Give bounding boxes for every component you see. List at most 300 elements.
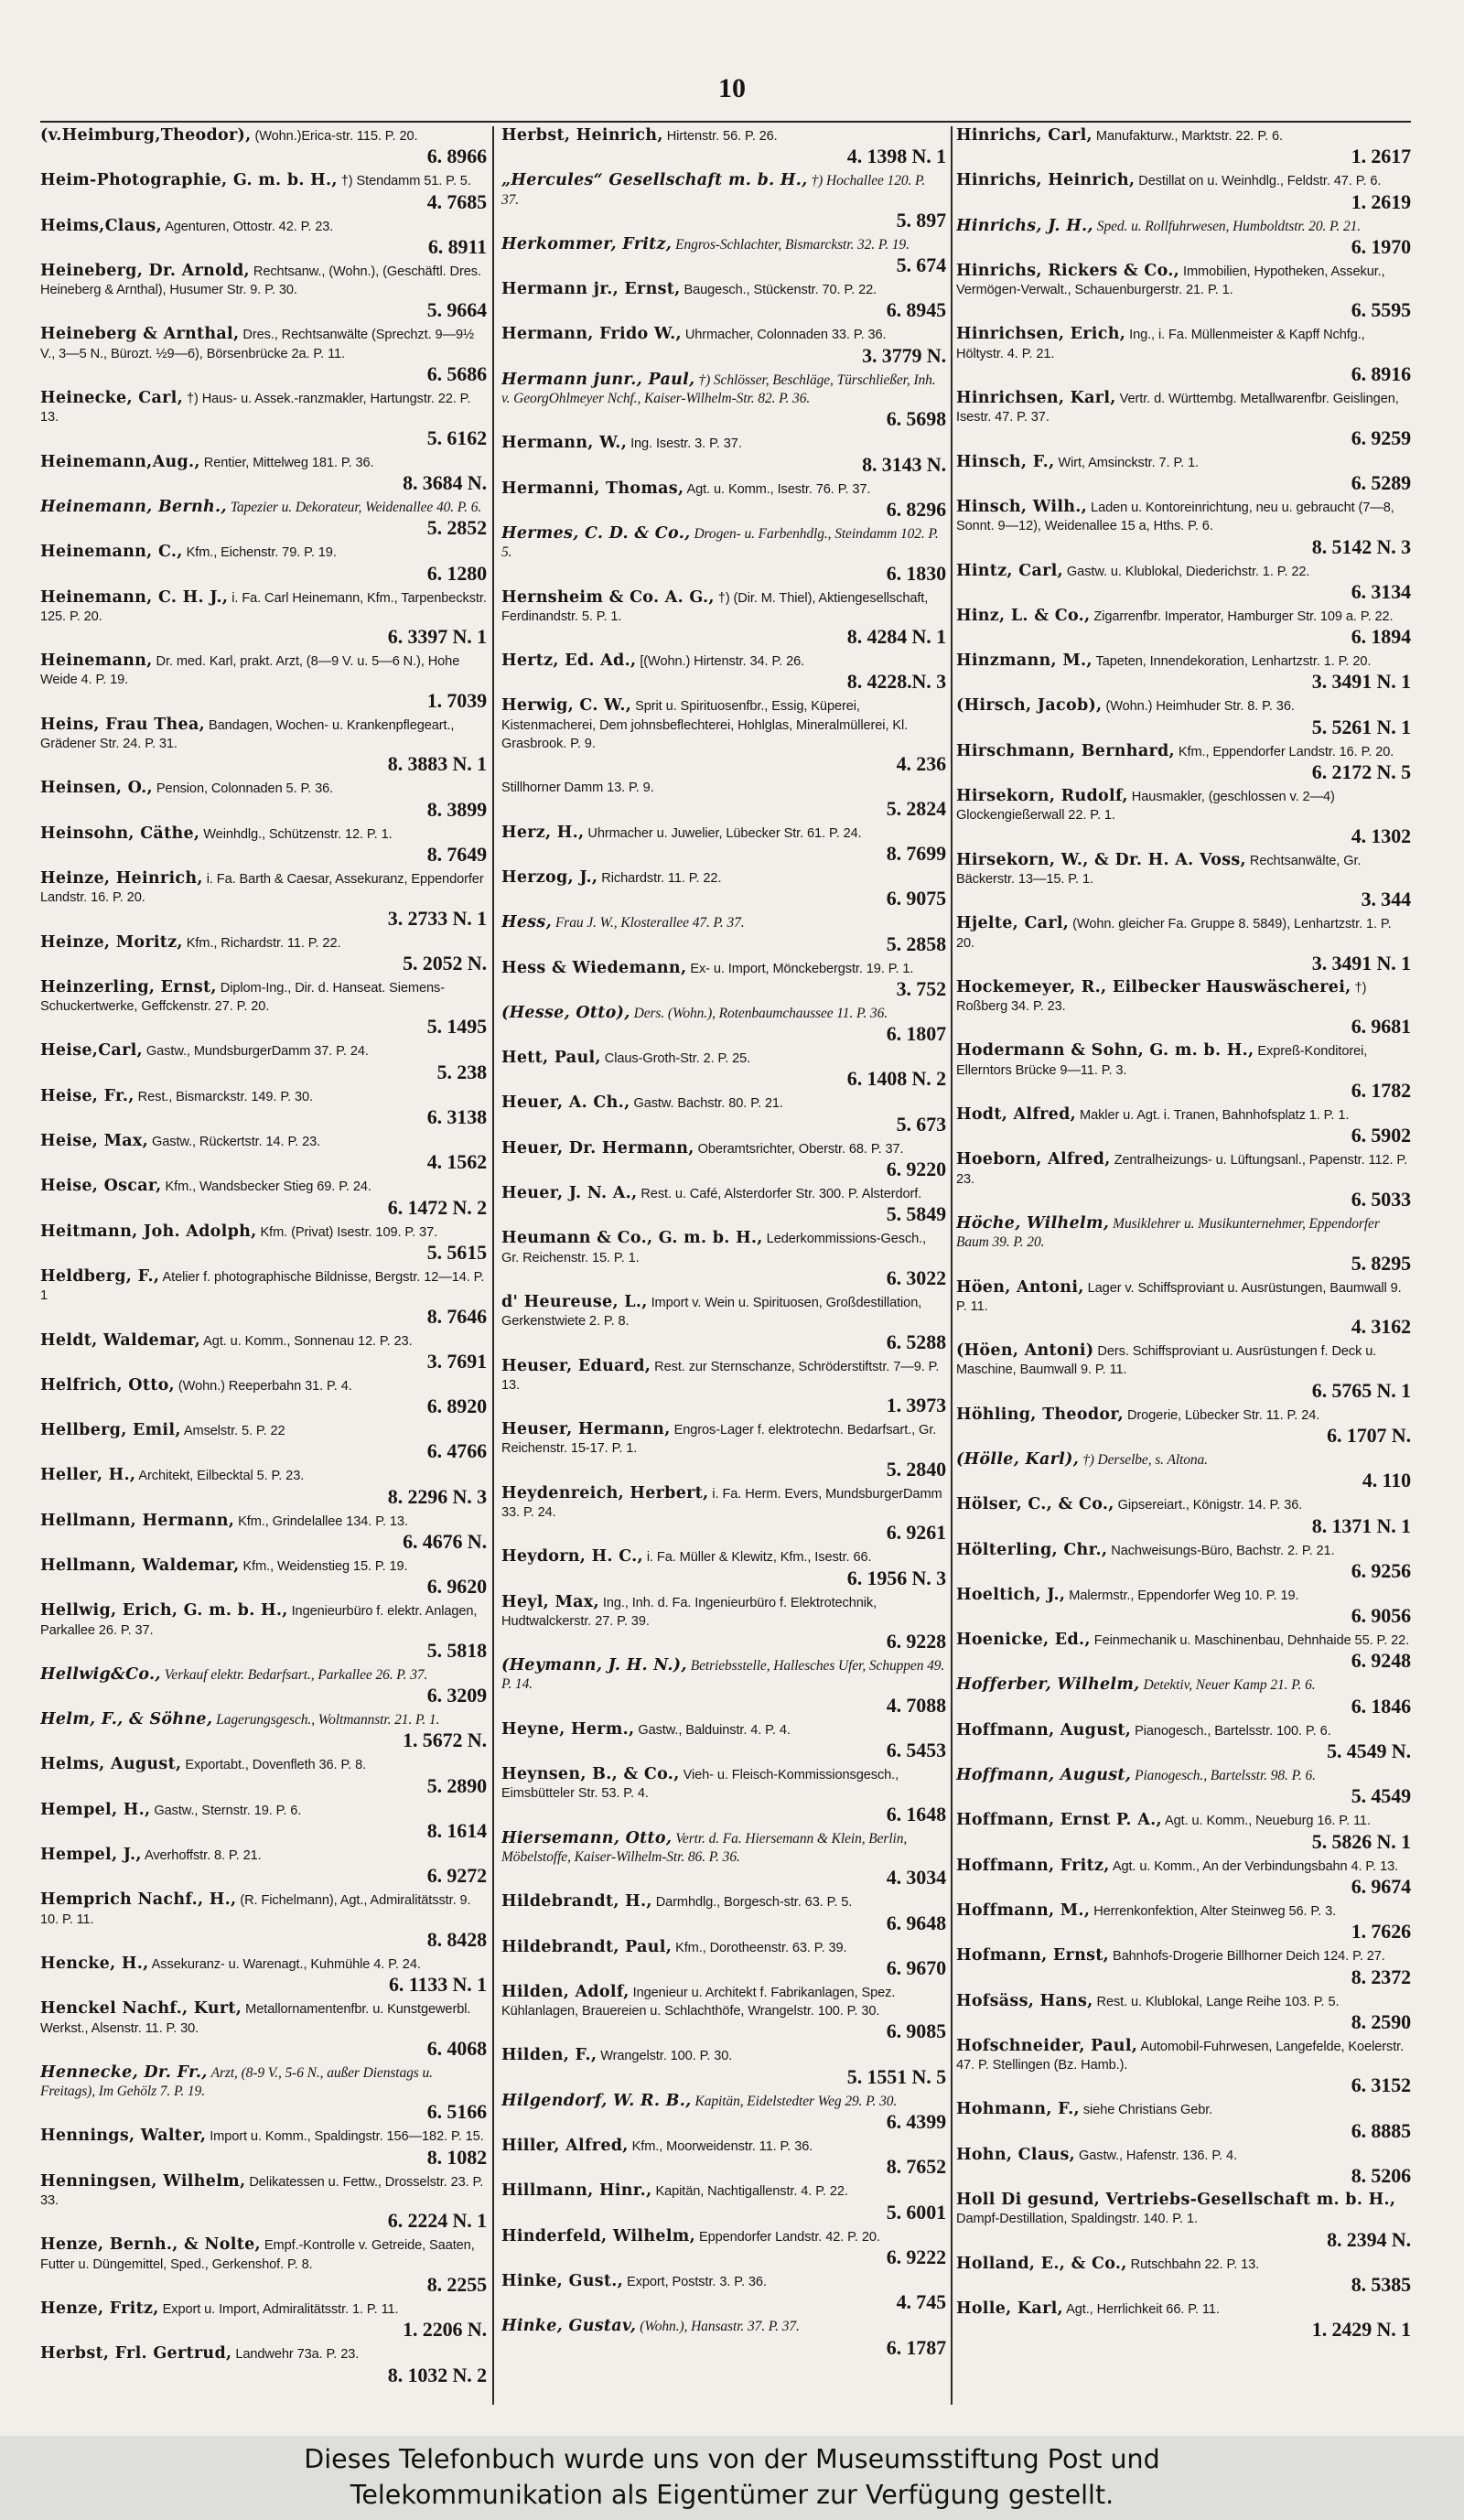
entry-name: Hinke, Gustav, <box>501 2317 637 2336</box>
phone-number: 6. 8916 <box>1351 362 1411 386</box>
entry-name: Hett, Paul, <box>501 1049 601 1068</box>
phone-number: 6. 9272 <box>426 1864 487 1888</box>
phone-number: 3. 7691 <box>426 1349 487 1373</box>
directory-entry <box>40 1222 487 1264</box>
directory-entry <box>501 1656 946 1717</box>
directory-entry <box>501 1593 946 1653</box>
entry-name: Helm, F., & Söhne, <box>40 1710 213 1729</box>
directory-entry <box>956 453 1411 494</box>
entry-name: (Höen, Antoni) <box>956 1341 1094 1361</box>
column-3 <box>956 126 1411 2414</box>
entry-name: Hoffmann, M., <box>956 1901 1091 1920</box>
entry-name: Heuer, J. N. A., <box>501 1184 638 1203</box>
entry-name: Hillmann, Hinr., <box>501 2181 652 2201</box>
phone-number: 6. 5166 <box>426 2100 487 2124</box>
directory-entry <box>501 2092 946 2133</box>
column-1 <box>40 126 487 2414</box>
phone-number: 1. 2206 N. <box>403 2318 487 2342</box>
entry-name: Hinzmann, M., <box>956 652 1093 671</box>
phone-number: 5. 9664 <box>426 298 487 322</box>
entry-detail: Assekuranz- u. Warenagt., Kuhmühle 4. P. 24. <box>151 1956 421 1972</box>
entry-name: Hinrichs, Rickers & Co., <box>956 261 1180 280</box>
phone-number: 5. 2890 <box>426 1773 487 1797</box>
entry-detail: Rechtsanwälte, Gr. Bäckerstr. 13—15. P. 1. <box>956 853 1362 887</box>
entry-detail: Lederkommissions-Gesch., Gr. Reichenstr. 15. P. 1. <box>501 1232 927 1265</box>
entry-detail: Engros-Schlachter, Bismarckstr. 32. P. 19. <box>675 236 910 253</box>
entry-name: Heyne, Herm., <box>501 1719 635 1739</box>
directory-entry <box>956 2299 1411 2341</box>
phone-number: 6. 1787 <box>886 2335 946 2359</box>
entry-name: Hennecke, Dr. Fr., <box>40 2062 208 2082</box>
entry-name: Hinsch, F., <box>956 452 1055 471</box>
directory-entry <box>501 1229 946 1289</box>
directory-entry <box>501 2046 946 2087</box>
entry-name: Hermanni, Thomas, <box>501 479 684 498</box>
phone-number: 6. 1830 <box>886 561 946 585</box>
phone-number: 6. 9256 <box>1351 1558 1411 1582</box>
entry-detail: †) Schlösser, Beschläge, Türschließer, Inh. v. GeorgOhlmeyer Nchf., Kaiser-Wilhelm-Str. 82. P. 36. <box>501 372 936 407</box>
phone-number: 6. 9261 <box>886 1521 946 1545</box>
entry-name: Hermann junr., Paul, <box>501 370 695 389</box>
entry-detail: Ingenieurbüro f. elektr. Anlagen, Parkallee 26. P. 37. <box>40 1604 478 1638</box>
directory-entry <box>956 2255 1411 2296</box>
directory-entry <box>501 1049 946 1090</box>
phone-number: 6. 5765 N. 1 <box>1311 1378 1411 1402</box>
entry-name: Hermes, C. D. & Co., <box>501 523 691 543</box>
directory-entry <box>40 1556 487 1598</box>
directory-entry <box>956 498 1411 558</box>
directory-entry <box>956 1857 1411 1898</box>
entry-detail: †) Stendamm 51. P. 5. <box>340 174 471 189</box>
directory-entry <box>956 1992 1411 2033</box>
entry-name: Hertz, Ed. Ad., <box>501 652 637 671</box>
phone-number: 5. 4549 <box>1351 1784 1411 1808</box>
entry-name: Henckel Nachf., Kurt, <box>40 1999 242 2019</box>
entry-detail: Stillhorner Damm 13. P. 9. <box>501 781 654 796</box>
phone-number: 6. 1970 <box>1351 234 1411 258</box>
phone-number: 5. 5261 N. 1 <box>1311 715 1411 738</box>
entry-detail: Verkauf elektr. Bedarfsart., Parkallee 26. P. 37. <box>164 1666 428 1683</box>
entry-name: Hofferber, Wilhelm, <box>956 1675 1140 1695</box>
entry-name: Henningsen, Wilhelm, <box>40 2171 246 2191</box>
entry-name: Herwig, C. W., <box>501 696 632 716</box>
entry-name: Hockemeyer, R., Eilbecker Hauswäscherei, <box>956 977 1351 996</box>
phone-number: 8. 2255 <box>426 2272 487 2296</box>
directory-entry <box>501 1892 946 1933</box>
phone-number: 5. 2824 <box>886 796 946 820</box>
directory-entry <box>501 868 946 910</box>
directory-entry <box>40 1466 487 1507</box>
entry-name: Holl Di gesund, Vertriebs-Gesellschaft m. b. H., <box>956 2191 1396 2210</box>
entry-name: Hess & Wiedemann, <box>501 958 687 977</box>
directory-entry <box>501 479 946 521</box>
directory-entry <box>501 1293 946 1353</box>
directory-entry <box>956 1631 1411 1672</box>
entry-detail: (Wohn.), Hansastr. 37. P. 37. <box>640 2319 800 2335</box>
entry-name: Hermann, Frido W., <box>501 325 682 344</box>
entry-detail: Drogerie, Lübecker Str. 11. P. 24. <box>1126 1407 1320 1423</box>
directory-entry <box>501 1484 946 1545</box>
entry-name: Heldt, Waldemar, <box>40 1330 201 1350</box>
entry-detail: Dres., Rechtsanwälte (Sprechzt. 9—9½ V., 3—5 N., Bürozt. ½9—6), Börsenbrücke 2a. P. 11. <box>40 328 475 361</box>
phone-number: 5. 2852 <box>426 516 487 540</box>
phone-number: 6. 1280 <box>426 561 487 585</box>
phone-number: 1. 3973 <box>886 1394 946 1417</box>
phone-number: 4. 3162 <box>1351 1315 1411 1339</box>
entry-detail: [(Wohn.) Hirtenstr. 34. P. 26. <box>640 654 805 670</box>
entry-detail: Nachweisungs-Büro, Bachstr. 2. P. 21. <box>1111 1543 1335 1558</box>
entry-detail: Darmhdlg., Borgesch-str. 63. P. 5. <box>655 1895 853 1911</box>
phone-number: 5. 6001 <box>886 2200 946 2224</box>
entry-detail: Herrenkonfektion, Alter Steinweg 56. P. 3. <box>1093 1903 1337 1919</box>
phone-number: 5. 6162 <box>426 425 487 449</box>
entry-detail: Gastw., Rückertstr. 14. P. 23. <box>152 1135 321 1150</box>
entry-name: (Hölle, Karl), <box>956 1449 1080 1469</box>
entry-detail: Gastw., MundsburgerDamm 37. P. 24. <box>145 1044 369 1060</box>
phone-number: 4. 1302 <box>1351 824 1411 847</box>
entry-detail: Delikatessen u. Fettw., Drosselstr. 23. P. 33. <box>40 2174 484 2209</box>
entry-detail: Import u. Komm., Spaldingstr. 156—182. P. 15. <box>210 2129 484 2145</box>
entry-detail: Kfm. (Privat) Isestr. 109. P. 37. <box>260 1224 438 1240</box>
entry-detail: Detektiv, Neuer Kamp 21. P. 6. <box>1143 1677 1316 1694</box>
phone-number: 6. 3209 <box>426 1684 487 1707</box>
directory-entry <box>956 1341 1411 1402</box>
directory-entry <box>956 1811 1411 1852</box>
entry-name: Hildebrandt, Paul, <box>501 1937 673 1956</box>
directory-entry <box>956 696 1411 738</box>
phone-number: 8. 1032 N. 2 <box>387 2363 487 2386</box>
entry-name: Heldberg, F., <box>40 1266 160 1286</box>
phone-number: 8. 7646 <box>426 1304 487 1328</box>
entry-name: Hinrichs, Carl, <box>956 126 1093 145</box>
entry-detail: Ingenieur u. Architekt f. Fabrikanlagen, Spez. Kühlanlagen, Brauereien u. Schlachthöfe, Wrangelstr. 100. P. 30. <box>501 1985 896 2019</box>
phone-number: 5. 2052 N. <box>403 951 487 975</box>
header-rule <box>40 121 1411 123</box>
phone-number: 8. 4228.N. 3 <box>846 670 946 694</box>
entry-detail: †) Haus- u. Assek.-ranzmakler, Hartungstr. 22. P. 13. <box>40 392 471 425</box>
directory-entry <box>40 1267 487 1328</box>
entry-detail: Uhrmacher u. Juwelier, Lübecker Str. 61. P. 24. <box>587 825 862 841</box>
phone-number: 6. 9228 <box>886 1630 946 1653</box>
directory-entry <box>501 1093 946 1135</box>
entry-detail: Rest., Bismarckstr. 149. P. 30. <box>137 1089 313 1104</box>
directory-entry <box>40 824 487 866</box>
entry-detail: Frau J. W., Klosterallee 47. P. 37. <box>554 915 745 932</box>
directory-entry <box>40 217 487 258</box>
directory-entry <box>501 171 946 232</box>
entry-name: d' Heureuse, L., <box>501 1292 648 1311</box>
entry-detail: Feinmechanik u. Maschinenbau, Dehnhaide 55. P. 22. <box>1093 1633 1410 1649</box>
phone-number: 6. 5033 <box>1351 1187 1411 1211</box>
entry-name: Heuer, Dr. Hermann, <box>501 1138 694 1158</box>
entry-detail: Vieh- u. Fleisch-Kommissionsgesch., Eimsbütteler Str. 53. P. 4. <box>501 1768 899 1802</box>
entry-name: Hennings, Walter, <box>40 2127 207 2146</box>
phone-number: 6. 8966 <box>426 145 487 168</box>
entry-name: Hinsch, Wilh., <box>956 497 1088 516</box>
entry-detail: Kfm., Grindelallee 134. P. 13. <box>238 1513 408 1529</box>
entry-detail: Agt., Herrlichkeit 66. P. 11. <box>1066 2301 1220 2317</box>
entry-name: Hemprich Nachf., H., <box>40 1890 237 1910</box>
entry-detail: †) Hochallee 120. P. 37. <box>501 173 926 208</box>
entry-name: Höche, Wilhelm, <box>956 1213 1110 1233</box>
entry-detail: Tapeten, Innendekoration, Lenhartzstr. 1. P. 20. <box>1095 654 1372 670</box>
entry-detail: Wrangelstr. 100. P. 30. <box>600 2049 733 2064</box>
directory-entry <box>501 1420 946 1481</box>
entry-name: Holle, Karl, <box>956 2299 1063 2318</box>
phone-number: 8. 5142 N. 3 <box>1311 534 1411 558</box>
phone-number: 6. 3134 <box>1351 579 1411 603</box>
phone-number: 6. 2172 N. 5 <box>1311 760 1411 784</box>
directory-entry <box>40 2172 487 2233</box>
entry-detail: Import v. Wein u. Spirituosen, Großdestillation, Gerkenstwiete 2. P. 8. <box>501 1295 922 1330</box>
phone-number: 6. 8920 <box>426 1395 487 1418</box>
phone-number: 6. 5289 <box>1351 470 1411 494</box>
directory-entry <box>40 1890 487 1951</box>
phone-number: 4. 745 <box>896 2290 946 2314</box>
phone-number: 6. 1782 <box>1351 1079 1411 1103</box>
entry-name: Heise, Fr., <box>40 1086 135 1105</box>
entry-detail: Rechtsanw., (Wohn.), (Geschäftl. Dres. Heineberg & Arnthal), Husumer Str. 9. P. 30. <box>40 264 481 298</box>
directory-entry <box>40 1087 487 1128</box>
entry-detail: Kfm., Wandsbecker Stieg 69. P. 24. <box>165 1179 371 1195</box>
directory-entry <box>40 1512 487 1553</box>
entry-name: Hjelte, Carl, <box>956 914 1070 933</box>
phone-number: 4. 7685 <box>426 189 487 213</box>
entry-detail: Kfm., Eppendorfer Landstr. 16. P. 20. <box>1178 744 1394 759</box>
directory-entry <box>40 1755 487 1796</box>
entry-name: Heinemann, C. H. J., <box>40 587 229 607</box>
entry-detail: Agt. u. Komm., Isestr. 76. P. 37. <box>686 481 871 497</box>
directory-entry <box>501 1547 946 1588</box>
directory-entry <box>956 914 1411 975</box>
entry-detail: Kapitän, Nachtigallenstr. 4. P. 22. <box>655 2184 848 2200</box>
entry-detail: Lagerungsgesch., Woltmannstr. 21. P. 1. <box>216 1712 440 1728</box>
entry-detail: (Wohn.) Reeperbahn 31. P. 4. <box>178 1378 352 1394</box>
entry-detail: Rest. u. Café, Alsterdorfer Str. 300. P. Alsterdorf. <box>640 1187 922 1202</box>
entry-detail: Zentralheizungs- u. Lüftungsanl., Papenstr. 112. P. 23. <box>956 1153 1408 1187</box>
entry-detail: Engros-Lager f. elektrotechn. Bedarfsart., Gr. Reichenstr. 15-17. P. 1. <box>501 1423 937 1457</box>
phone-number: 6. 1133 N. 1 <box>389 1973 487 1997</box>
entry-detail: †) (Dir. M. Thiel), Aktiengesellschaft, Ferdinandstr. 5. P. 1. <box>501 590 929 624</box>
entry-name: Heuser, Eduard, <box>501 1356 651 1375</box>
entry-detail: Kfm., Richardstr. 11. P. 22. <box>186 935 341 951</box>
entry-name: Heuser, Hermann, <box>501 1420 671 1439</box>
directory-entry <box>40 1710 487 1751</box>
entry-detail: Arzt, (8-9 V., 5-6 N., außer Dienstags u. Freitags), Im Gehölz 7. P. 19. <box>40 2064 433 2100</box>
entry-detail: Vertr. d. Fa. Hiersemann & Klein, Berlin, Möbelstoffe, Kaiser-Wilhelm-Str. 86. P. 36. <box>501 1830 908 1865</box>
phone-number: 8. 7652 <box>886 2155 946 2179</box>
directory-entry <box>956 217 1411 258</box>
entry-detail: Malermstr., Eppendorfer Weg 10. P. 19. <box>1069 1588 1299 1603</box>
phone-number: 4. 236 <box>896 752 946 776</box>
directory-entry <box>40 2299 487 2341</box>
directory-entry <box>501 1765 946 1825</box>
phone-number: 6. 9248 <box>1351 1649 1411 1673</box>
phone-number: 8. 1082 <box>426 2145 487 2169</box>
entry-detail: Kapitän, Eidelstedter Weg 29. P. 30. <box>694 2093 898 2109</box>
entry-name: Hempel, J., <box>40 1846 142 1865</box>
entry-detail: †) Roßberg 34. P. 23. <box>956 980 1367 1015</box>
directory-entry <box>40 652 487 712</box>
directory-entry <box>40 1999 487 2060</box>
directory-entry <box>40 171 487 212</box>
directory-entry <box>956 1278 1411 1339</box>
entry-name: Heydorn, H. C., <box>501 1547 643 1567</box>
phone-number: 8. 1371 N. 1 <box>1311 1513 1411 1537</box>
directory-entry <box>956 742 1411 783</box>
directory-entry <box>956 2100 1411 2141</box>
entry-detail: Baugesch., Stückenstr. 70. P. 22. <box>684 283 877 298</box>
directory-entry <box>956 262 1411 322</box>
entry-name: Hellwig, Erich, G. m. b. H., <box>40 1601 288 1621</box>
entry-detail: Laden u. Kontoreinrichtung, neu u. gebraucht (7—8, Sonnt. 9—12), Weidenallee 15 a, Hths. P. 6. <box>956 500 1394 534</box>
phone-number: 8. 2394 N. <box>1327 2227 1411 2251</box>
directory-entry <box>956 1450 1411 1492</box>
entry-name: Hohmann, F., <box>956 2100 1080 2119</box>
phone-number: 8. 3684 N. <box>403 470 487 494</box>
directory-entry <box>40 978 487 1039</box>
directory-entry <box>40 1376 487 1417</box>
entry-detail: Hausmakler, (geschlossen v. 2—4) Glockengießerwall 22. P. 1. <box>956 790 1335 824</box>
entry-detail: i. Fa. Barth & Caesar, Assekuranz, Eppendorfer Landstr. 16. P. 20. <box>40 871 484 906</box>
phone-number: 6. 9085 <box>886 2019 946 2043</box>
entry-name: Hellmann, Waldemar, <box>40 1556 240 1575</box>
entry-detail: Gastw., Balduinstr. 4. P. 4. <box>638 1722 791 1738</box>
directory-entry <box>956 1946 1411 1987</box>
entry-detail: Eppendorfer Landstr. 42. P. 20. <box>698 2229 880 2245</box>
directory-entry <box>956 978 1411 1039</box>
directory-entry <box>501 2181 946 2223</box>
directory-entry <box>956 2191 1411 2251</box>
entry-name: Hernsheim & Co. A. G., <box>501 587 715 607</box>
directory-entry <box>956 787 1411 847</box>
entry-name: Hodt, Alfred, <box>956 1105 1077 1125</box>
entry-detail: Atelier f. photographische Bildnisse, Bergstr. 12—14. P. 1 <box>40 1269 485 1304</box>
entry-name: Heynsen, B., & Co., <box>501 1765 680 1784</box>
directory-entry <box>40 453 487 494</box>
phone-number: 6. 1707 N. <box>1327 1423 1411 1447</box>
entry-detail: Architekt, Eilbecktal 5. P. 23. <box>138 1469 305 1484</box>
entry-name: Heinsohn, Cäthe, <box>40 824 200 843</box>
directory-entry <box>501 2317 946 2358</box>
entry-detail: Dr. med. Karl, prakt. Arzt, (8—9 V. u. 5—6 N.), Hohe Weide 4. P. 19. <box>40 654 460 688</box>
phone-number: 6. 3022 <box>886 1265 946 1289</box>
entry-name: Heinzerling, Ernst, <box>40 977 217 996</box>
phone-number: 6. 8885 <box>1351 2118 1411 2142</box>
entry-detail: Empf.-Kontrolle v. Getreide, Saaten, Futter u. Düngemittel, Sped., Gerkenshof. P. 8. <box>40 2238 475 2272</box>
entry-name: (Hesse, Otto), <box>501 1003 630 1022</box>
phone-number: 5. 1495 <box>426 1015 487 1039</box>
phone-number: 8. 7649 <box>426 842 487 866</box>
entry-name: Heinemann, C., <box>40 543 183 562</box>
entry-name: Hofschneider, Paul, <box>956 2036 1138 2055</box>
phone-number: 8. 3883 N. 1 <box>387 752 487 776</box>
entry-name: Heinemann, Bernh., <box>40 497 227 516</box>
entry-name: (Hirsch, Jacob), <box>956 696 1103 716</box>
directory-entry <box>956 1901 1411 1943</box>
directory-entry <box>956 1586 1411 1627</box>
entry-detail: Rutschbahn 22. P. 13. <box>1130 2256 1260 2272</box>
entry-detail: siehe Christians Gebr. <box>1082 2103 1213 2118</box>
entry-name: Hofmann, Ernst, <box>956 1946 1110 1965</box>
phone-number: 6. 5288 <box>886 1330 946 1353</box>
phone-number: 4. 1562 <box>426 1150 487 1174</box>
directory-entry <box>40 2127 487 2168</box>
entry-detail: i. Fa. Müller & Klewitz, Kfm., Isestr. 66. <box>646 1550 872 1566</box>
entry-detail: Claus-Groth-Str. 2. P. 25. <box>604 1051 751 1067</box>
directory-entry <box>40 1421 487 1462</box>
entry-detail: Amselstr. 5. P. 22 <box>183 1424 285 1439</box>
entry-detail: Pianogesch., Bartelsstr. 100. P. 6. <box>1135 1723 1331 1739</box>
footer-line-1: Dieses Telefonbuch wurde uns von der Museumsstiftung Post und <box>304 2444 1160 2474</box>
phone-number: 5. 673 <box>896 1112 946 1136</box>
entry-name: Hiller, Alfred, <box>501 2137 629 2156</box>
phone-number: 3. 3491 N. 1 <box>1311 951 1411 975</box>
phone-number: 3. 3491 N. 1 <box>1311 670 1411 694</box>
phone-number: 1. 7039 <box>426 688 487 712</box>
entry-name: Hinrichs, Heinrich, <box>956 171 1136 190</box>
entry-name: Hinke, Gust., <box>501 2271 624 2290</box>
directory-entry <box>40 716 487 776</box>
entry-detail: Ing., i. Fa. Müllenmeister & Kapff Nchfg., Höltystr. 4. P. 21. <box>956 328 1365 361</box>
directory-entry <box>956 1150 1411 1211</box>
phone-number: 8. 2590 <box>1351 2009 1411 2033</box>
directory-entry <box>501 280 946 321</box>
directory-entry <box>501 652 946 693</box>
entry-name: Heise, Oscar, <box>40 1177 162 1196</box>
directory-entry <box>40 262 487 322</box>
entry-detail: Gastw. Bachstr. 80. P. 21. <box>633 1096 783 1112</box>
entry-name: Heumann & Co., G. m. b. H., <box>501 1229 763 1248</box>
entry-detail: Bahnhofs-Drogerie Billhorner Deich 124. P. 27. <box>1113 1949 1385 1965</box>
phone-number: 8. 5385 <box>1351 2272 1411 2296</box>
phone-number: 6. 8945 <box>886 298 946 322</box>
entry-name: Heller, H., <box>40 1466 136 1485</box>
entry-name: Hilden, F., <box>501 2046 597 2065</box>
directory-entry <box>501 779 946 819</box>
entry-name: Höhling, Theodor, <box>956 1405 1124 1424</box>
entry-name: Hinz, L. & Co., <box>956 606 1091 625</box>
entry-detail: Landwehr 73a. P. 23. <box>235 2347 360 2363</box>
entry-detail: Sped. u. Rollfuhrwesen, Humboldtstr. 20. P. 21. <box>1096 218 1362 234</box>
entry-name: Herzog, J., <box>501 867 598 887</box>
entry-name: (Heymann, J. H. N.), <box>501 1656 687 1675</box>
entry-detail: Dampf-Destillation, Spaldingstr. 140. P. 1. <box>956 2212 1198 2227</box>
phone-number: 6. 9648 <box>886 1911 946 1934</box>
phone-number: 4. 7088 <box>886 1693 946 1717</box>
phone-number: 6. 1648 <box>886 1802 946 1825</box>
directory-entry <box>40 543 487 584</box>
entry-detail: Gastw. u. Klublokal, Diederichstr. 1. P. 22. <box>1066 564 1310 579</box>
entry-name: Hoffmann, August, <box>956 1766 1132 1785</box>
entry-name: Heinze, Heinrich, <box>40 868 203 888</box>
entry-detail: Immobilien, Hypotheken, Assekur., Vermögen-Verwalt., Schauenburgerstr. 21. P. 1. <box>956 264 1385 298</box>
entry-name: Hoffmann, Fritz, <box>956 1856 1110 1875</box>
entry-name: Helfrich, Otto, <box>40 1375 175 1395</box>
directory-entry <box>501 913 946 954</box>
phone-number: 6. 1408 N. 2 <box>846 1067 946 1091</box>
entry-name: Herz, H., <box>501 823 585 842</box>
directory-entry <box>956 562 1411 603</box>
entry-name: Hofsäss, Hans, <box>956 1991 1093 2010</box>
entry-name: (v.Heimburg,Theodor), <box>40 126 252 145</box>
directory-entry <box>501 126 946 167</box>
directory-entry <box>501 1829 946 1890</box>
phone-number: 8. 7699 <box>886 841 946 865</box>
phone-number: 5. 2858 <box>886 932 946 955</box>
entry-detail: Pension, Colonnaden 5. P. 36. <box>156 781 334 797</box>
phone-number: 5. 5826 N. 1 <box>1311 1829 1411 1853</box>
